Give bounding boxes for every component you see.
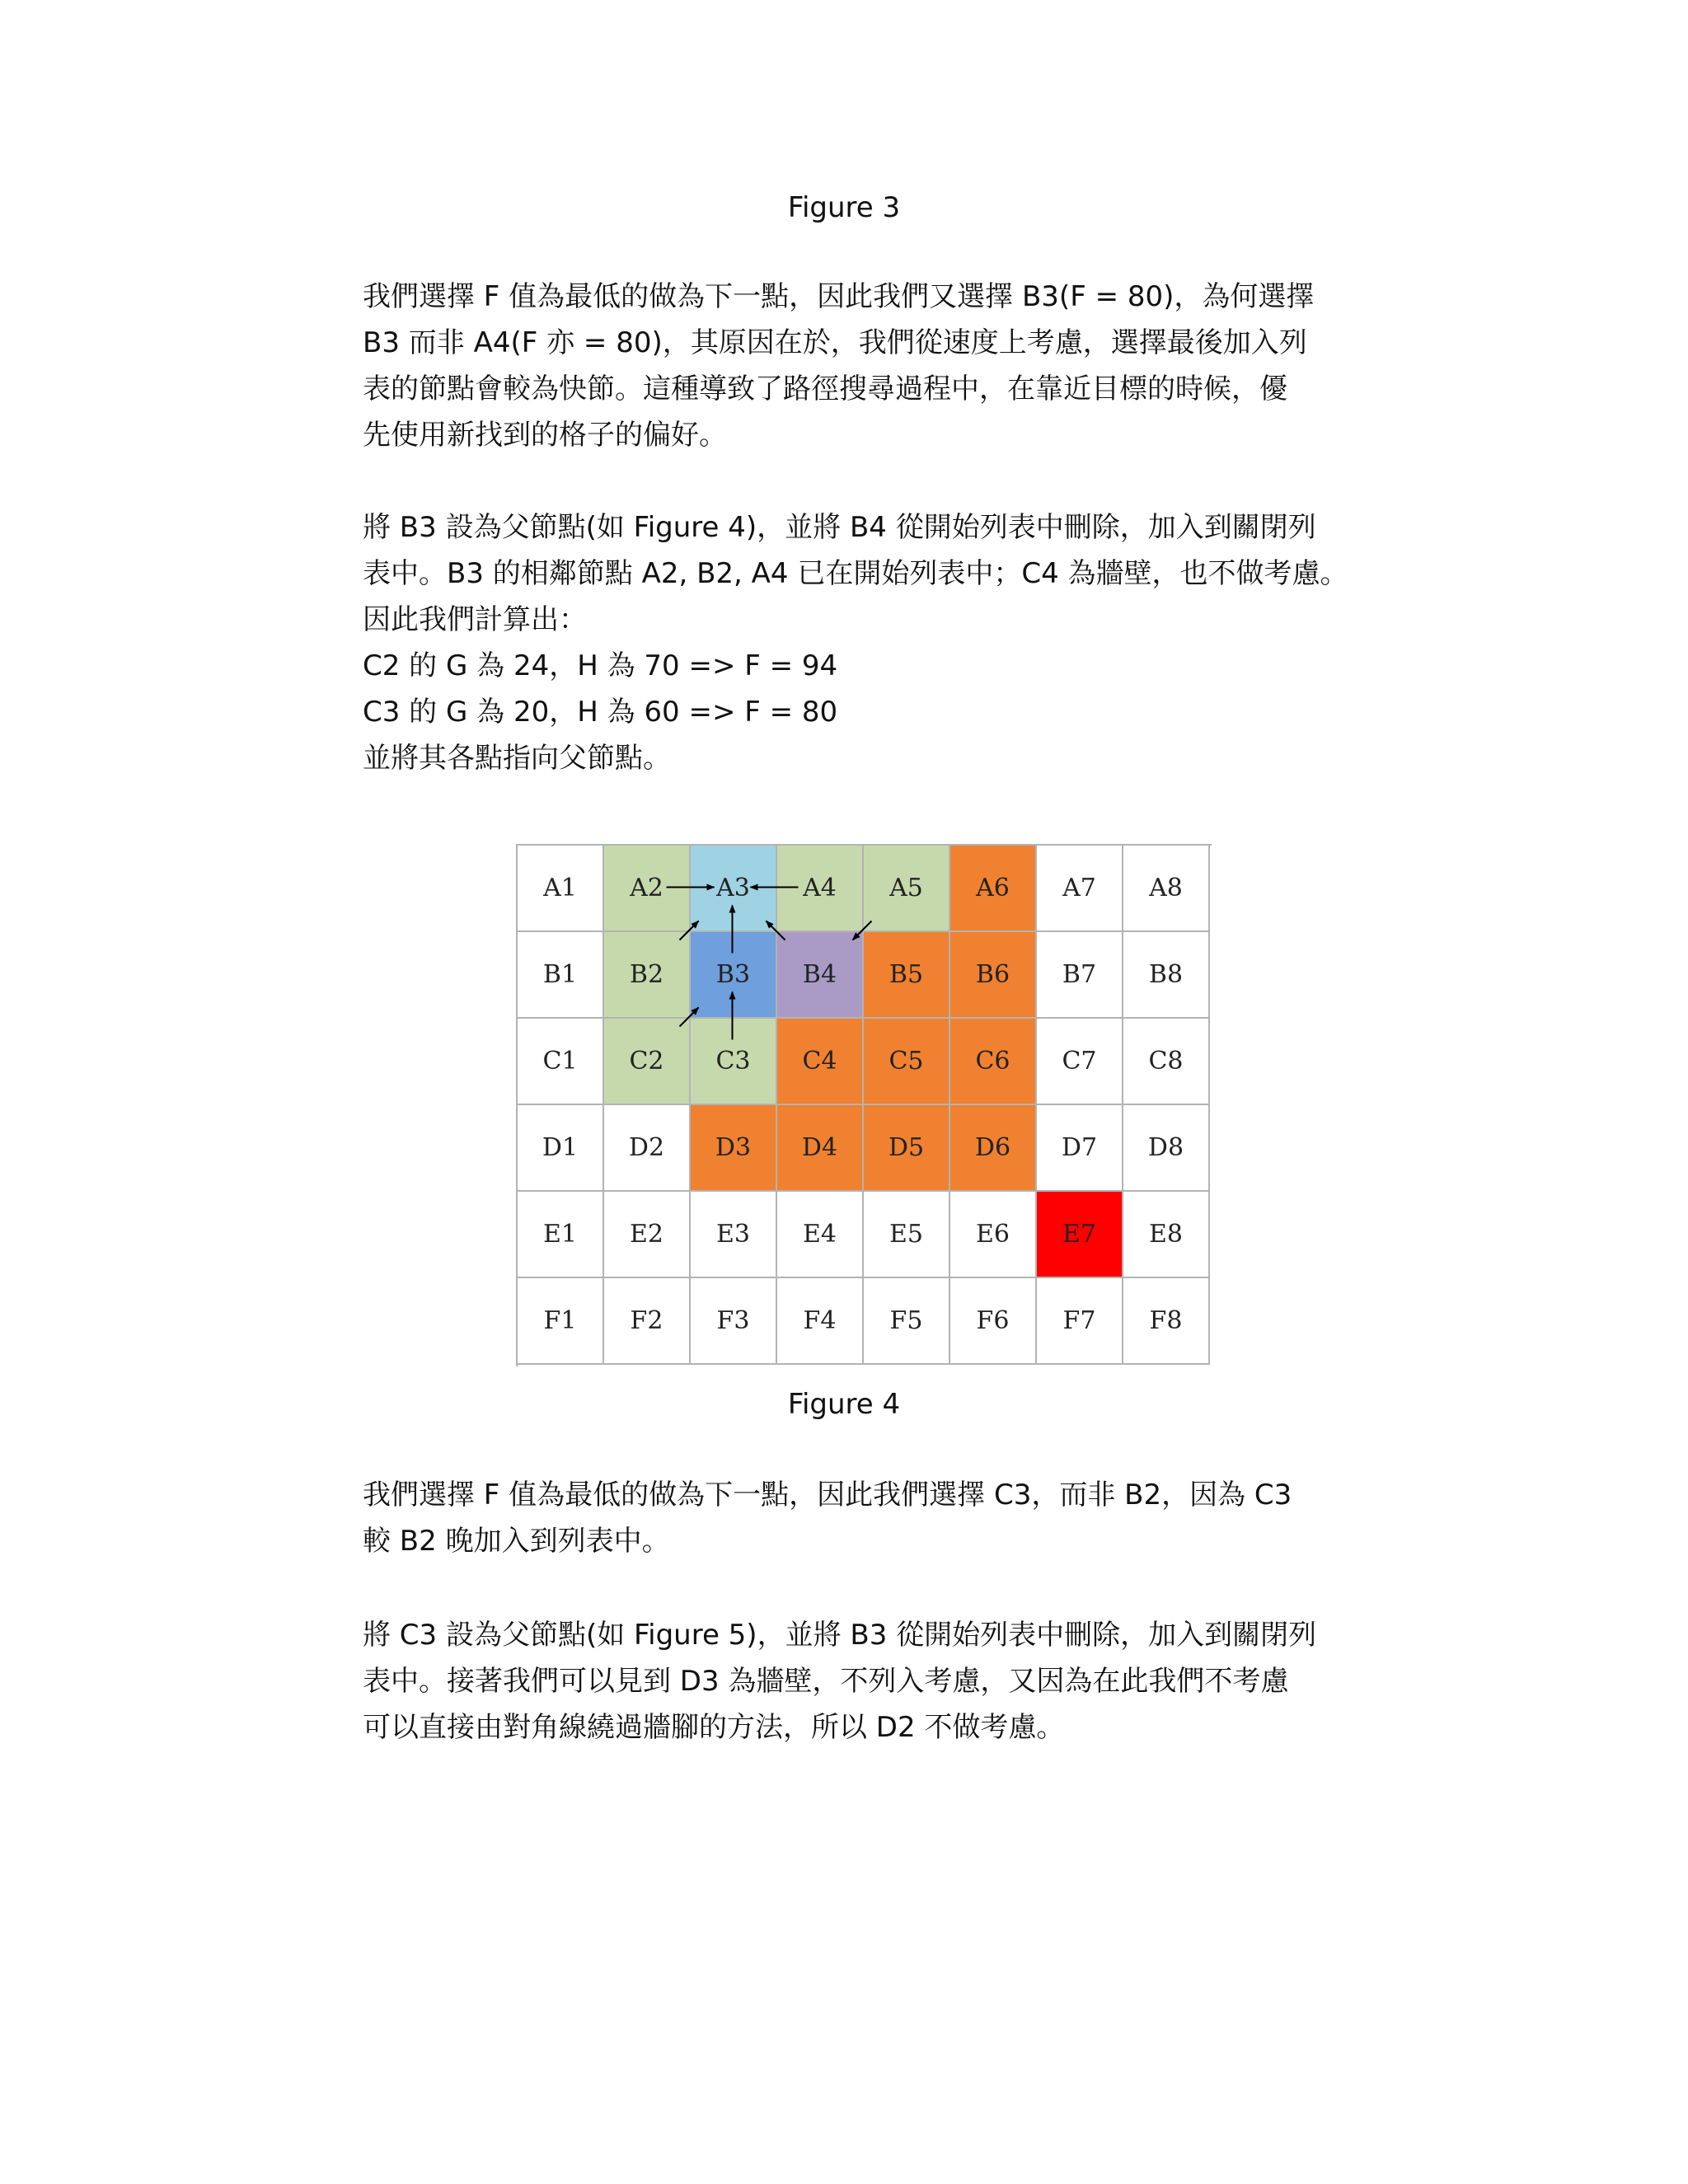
grid-cell-b2: B2 (604, 932, 691, 1019)
grid-cell-a6: A6 (950, 846, 1037, 932)
grid-cell-f5: F5 (864, 1278, 950, 1365)
grid-cell-b4: B4 (777, 932, 864, 1019)
grid-cell-e8: E8 (1123, 1192, 1210, 1278)
figure-4-caption: Figure 4 (787, 1388, 901, 1421)
paragraph-line: 表的節點會較為快節。這種導致了路徑搜尋過程中，在靠近目標的時候，優 (363, 373, 1287, 405)
grid-cell-d6: D6 (950, 1105, 1037, 1192)
grid-cell-c8: C8 (1123, 1019, 1210, 1105)
grid-cell-b5: B5 (864, 932, 950, 1019)
grid-cell-b8: B8 (1123, 932, 1210, 1019)
grid-cell-a3: A3 (691, 846, 777, 932)
paragraph-line: 表中。接著我們可以見到 D3 為牆壁，不列入考慮，又因為在此我們不考慮 (363, 1665, 1289, 1698)
grid-cell-e3: E3 (691, 1192, 777, 1278)
grid-cell-b7: B7 (1037, 932, 1123, 1019)
paragraph-line: C3 的 G 為 20，H 為 60 => F = 80 (363, 696, 838, 729)
paragraph-line: 較 B2 晚加入到列表中。 (363, 1525, 670, 1558)
grid-cell-d7: D7 (1037, 1105, 1123, 1192)
paragraph-line: 因此我們計算出： (363, 603, 587, 636)
grid-cell-e1: E1 (518, 1192, 604, 1278)
grid-cell-f7: F7 (1037, 1278, 1123, 1365)
grid-cell-d1: D1 (518, 1105, 604, 1192)
grid-cell-a7: A7 (1037, 846, 1123, 932)
grid-cell-a2: A2 (604, 846, 691, 932)
grid-cell-f1: F1 (518, 1278, 604, 1365)
grid-cell-b1: B1 (518, 932, 604, 1019)
grid-cell-a8: A8 (1123, 846, 1210, 932)
paragraph-line: 將 C3 設為父節點(如 Figure 5)，並將 B3 從開始列表中刪除，加入到關閉列 (363, 1619, 1317, 1652)
grid-cell-b3: B3 (691, 932, 777, 1019)
paragraph-line: 可以直接由對角線繞過牆腳的方法，所以 D2 不做考慮。 (363, 1711, 1065, 1744)
grid-cell-c7: C7 (1037, 1019, 1123, 1105)
grid-cell-c1: C1 (518, 1019, 604, 1105)
paragraph-line: C2 的 G 為 24，H 為 70 => F = 94 (363, 649, 838, 682)
grid-cell-e5: E5 (864, 1192, 950, 1278)
grid-cell-d2: D2 (604, 1105, 691, 1192)
grid-cell-f2: F2 (604, 1278, 691, 1365)
paragraph-line: 表中。B3 的相鄰節點 A2, B2, A4 已在開始列表中；C4 為牆壁，也不做考慮。 (363, 557, 1348, 590)
grid-cell-b6: B6 (950, 932, 1037, 1019)
grid-cell-c3: C3 (691, 1019, 777, 1105)
grid-cell-d4: D4 (777, 1105, 864, 1192)
grid-cell-f8: F8 (1123, 1278, 1210, 1365)
figure-3-caption: Figure 3 (787, 191, 901, 224)
paragraph-2 (363, 504, 1385, 781)
paragraph-line: B3 而非 A4(F 亦 = 80)，其原因在於，我們從速度上考慮，選擇最後加入列 (363, 326, 1307, 359)
grid-cell-c5: C5 (864, 1019, 950, 1105)
grid-cell-c6: C6 (950, 1019, 1037, 1105)
paragraph-line: 將 B3 設為父節點(如 Figure 4)，並將 B4 從開始列表中刪除，加入到關閉列 (363, 511, 1316, 544)
grid-cell-c4: C4 (777, 1019, 864, 1105)
grid-cell-d3: D3 (691, 1105, 777, 1192)
grid-cell-a1: A1 (518, 846, 604, 932)
paragraph-line: 先使用新找到的格子的偏好。 (363, 419, 727, 452)
grid-cell-e7: E7 (1037, 1192, 1123, 1278)
grid-cell-e6: E6 (950, 1192, 1037, 1278)
paragraph-line: 我們選擇 F 值為最低的做為下一點，因此我們選擇 C3，而非 B2，因為 C3 (363, 1479, 1292, 1511)
paragraph-4 (363, 1612, 1385, 1750)
paragraph-line: 我們選擇 F 值為最低的做為下一點，因此我們又選擇 B3(F = 80)，為何選擇 (363, 280, 1315, 313)
grid-cell-e4: E4 (777, 1192, 864, 1278)
figure-4-grid (516, 844, 1212, 1366)
grid-cell-e2: E2 (604, 1192, 691, 1278)
paragraph-3 (363, 1472, 1385, 1564)
grid-cell-d5: D5 (864, 1105, 950, 1192)
grid-cell-f3: F3 (691, 1278, 777, 1365)
grid-cell-f4: F4 (777, 1278, 864, 1365)
grid-cell-c2: C2 (604, 1019, 691, 1105)
grid-cell-d8: D8 (1123, 1105, 1210, 1192)
paragraph-1 (363, 274, 1385, 458)
grid-cell-a4: A4 (777, 846, 864, 932)
grid-cell-a5: A5 (864, 846, 950, 932)
grid-cell-f6: F6 (950, 1278, 1037, 1365)
paragraph-line: 並將其各點指向父節點。 (363, 742, 671, 775)
